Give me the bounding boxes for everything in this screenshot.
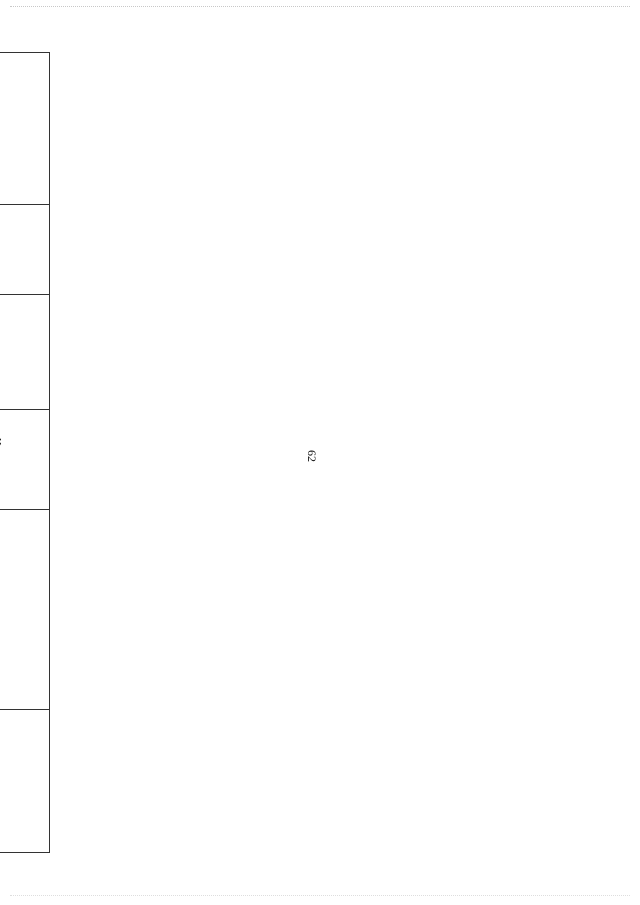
header-unit [0, 205, 50, 295]
header-methodology [0, 510, 50, 710]
header-data-source [0, 295, 50, 410]
page-number: 62 [305, 450, 319, 462]
header-indicator-name [0, 53, 50, 205]
scan-artifact-bottom [10, 895, 630, 896]
header-info-source [0, 410, 50, 510]
header-presidential-compliance [0, 710, 50, 853]
scan-artifact-top [10, 6, 630, 7]
indicator-table [0, 52, 50, 853]
header-row [0, 53, 50, 853]
indicator-table-container [0, 52, 50, 852]
